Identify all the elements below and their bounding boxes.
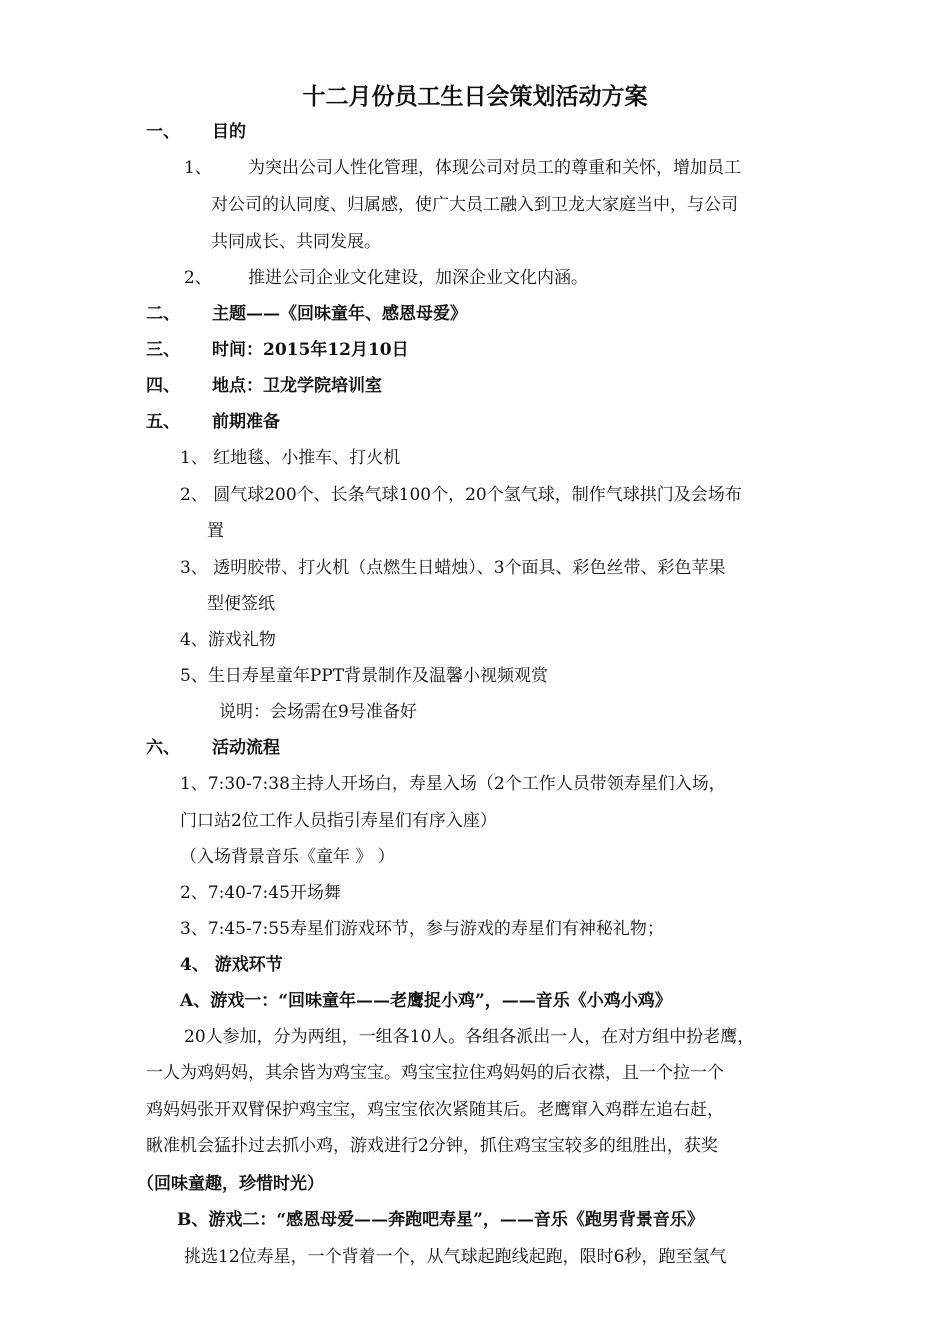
flow-item: 1、7:30-7:38主持人开场白，寿星入场（2个工作人员带领寿星们入场， xyxy=(180,774,726,794)
flow-item: 2、7:40-7:45开场舞 xyxy=(180,883,341,903)
game-a-line: 鸡妈妈张开双臂保护鸡宝宝，鸡宝宝依次紧随其后。老鹰窜入鸡群左追右赶， xyxy=(146,1100,724,1120)
page-title: 十二月份员工生日会策划活动方案 xyxy=(302,83,648,110)
item-text: 为突出公司人性化管理，体现公司对员工的尊重和关怀，增加员工 xyxy=(248,158,741,178)
game-b-title: B、游戏二：“感恩母爱——奔跑吧寿星”，——音乐《跑男背景音乐》 xyxy=(177,1210,704,1230)
section-heading-theme xyxy=(146,303,467,325)
flow-item-continuation: （入场背景音乐《童年 》 ） xyxy=(180,847,395,867)
section-number: 二、 xyxy=(146,304,180,324)
section-number: 三、 xyxy=(146,340,180,360)
list-item-continuation: 型便签纸 xyxy=(207,594,275,614)
game-a-line: 20人参加，分为两组，一组各10人。各组各派出一人，在对方组中扮老鹰， xyxy=(184,1027,755,1047)
section-heading-time xyxy=(146,339,409,361)
section-label: 主题——《回味童年、感恩母爱》 xyxy=(212,304,467,324)
list-item: 5、生日寿星童年PPT背景制作及温馨小视频观赏 xyxy=(180,666,549,686)
section-heading-process xyxy=(146,737,280,759)
section-number: 六、 xyxy=(146,738,180,758)
section-label: 前期准备 xyxy=(212,412,280,432)
section-number: 四、 xyxy=(146,376,180,396)
section-number: 一、 xyxy=(146,122,180,142)
paragraph-line xyxy=(184,157,741,179)
note-text: 说明：会场需在9号准备好 xyxy=(219,702,417,722)
flow-item: 3、7:45-7:55寿星们游戏环节，参与游戏的寿星们有神秘礼物； xyxy=(180,919,664,939)
list-item-continuation: 置 xyxy=(207,521,224,541)
section-heading-location xyxy=(146,375,382,397)
paragraph-line: 对公司的认同度、归属感，使广大员工融入到卫龙大家庭当中，与公司 xyxy=(211,195,738,215)
list-item: 4、游戏礼物 xyxy=(180,630,276,650)
section-label: 目的 xyxy=(212,122,246,142)
flow-item-games: 4、 游戏环节 xyxy=(180,955,283,975)
game-b-line: 挑选12位寿星，一个背着一个，从气球起跑线起跑，限时6秒，跑至氢气 xyxy=(184,1247,727,1267)
list-item: 1、 红地毯、小推车、打火机 xyxy=(180,448,401,468)
list-item: 3、 透明胶带、打火机（点燃生日蜡烛）、3个面具、彩色丝带、彩色苹果 xyxy=(180,558,726,578)
item-text: 推进公司企业文化建设，加深企业文化内涵。 xyxy=(248,268,588,288)
game-a-title: A、游戏一：“回味童年——老鹰捉小鸡”，——音乐《小鸡小鸡》 xyxy=(180,991,672,1011)
list-item: 2、 圆气球200个、长条气球100个，20个氢气球，制作气球拱门及会场布 xyxy=(180,485,742,505)
section-number: 五、 xyxy=(146,412,180,432)
game-a-line: 一人为鸡妈妈，其余皆为鸡宝宝。鸡宝宝拉住鸡妈妈的后衣襟，且一个拉一个 xyxy=(146,1063,724,1083)
section-heading-purpose xyxy=(146,121,246,143)
section-label: 地点：卫龙学院培训室 xyxy=(212,376,382,396)
paragraph-line xyxy=(184,267,588,289)
item-number: 1、 xyxy=(184,158,212,178)
section-label: 活动流程 xyxy=(212,738,280,758)
section-heading-preparation xyxy=(146,411,280,433)
game-a-note: （回味童趣，珍惜时光） xyxy=(137,1174,324,1194)
section-label: 时间：2015年12月10日 xyxy=(212,340,409,360)
paragraph-line: 共同成长、共同发展。 xyxy=(211,232,381,252)
flow-item-continuation: 门口站2位工作人员指引寿星们有序入座） xyxy=(180,811,497,831)
game-a-line: 瞅准机会猛扑过去抓小鸡，游戏进行2分钟，抓住鸡宝宝较多的组胜出，获奖 xyxy=(146,1136,718,1156)
item-number: 2、 xyxy=(184,268,212,288)
